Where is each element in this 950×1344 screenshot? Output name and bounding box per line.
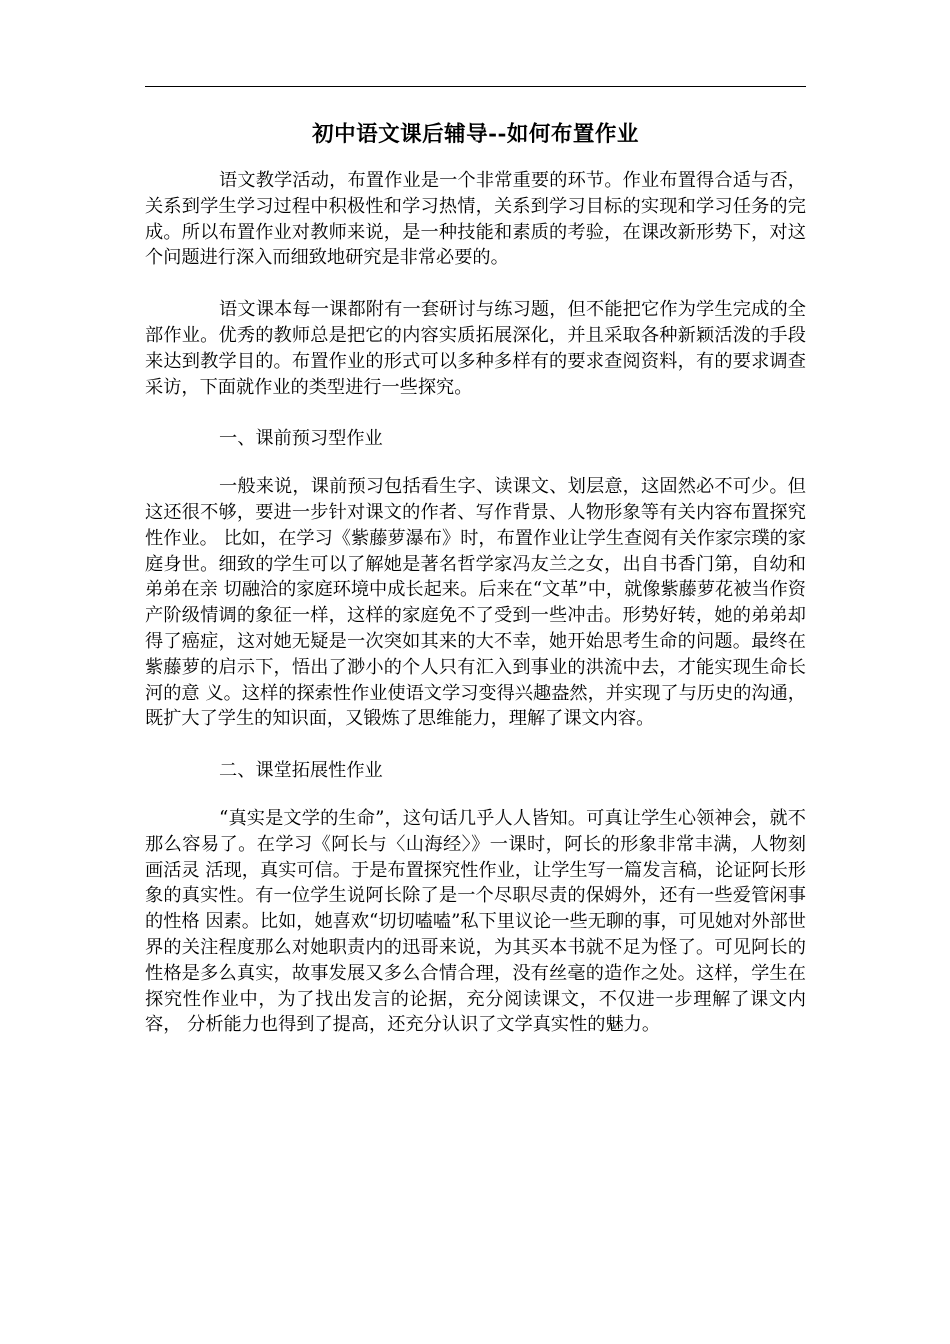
section-heading-1: 一、课前预习型作业 (219, 428, 383, 450)
intro-paragraph-1: 语文教学活动，布置作业是一个非常重要的环节。作业布置得合适与否，关系到学生学习过程中积极性和学习热情，关系到学习目标的实现和学习任务的完成。所以布置作业对教师来说，是一种技能和素质的考验，在课改新形势下，对这个问题进行深入而细致地研究是非常必要的。 (145, 170, 806, 269)
document-title: 初中语文课后辅导--如何布置作业 (312, 122, 639, 147)
document-body (145, 118, 806, 1064)
section-heading-2: 二、课堂拓展性作业 (219, 760, 383, 782)
intro-paragraph-2: 语文课本每一课都附有一套研讨与练习题，但不能把它作为学生完成的全部作业。优秀的教师总是把它的内容实质拓展深化，并且采取各种新颖活泼的手段来达到教学目的。布置作业的形式可以多种多样有的要求查阅资料，有的要求调查采访，下面就作业的类型进行一些探究。 (145, 299, 806, 398)
header-rule (145, 86, 806, 87)
section-2-paragraph: “真实是文学的生命”，这句话几乎人人皆知。可真让学生心领神会，就不那么容易了。在学习《阿长与〈山海经〉》一课时，阿长的形象非常丰满，人物刻画活灵 活现，真实可信。于是布置探究性作业，让学生写一篇发言稿，论证阿长形象的真实性。有一位学生说阿长除了是一个尽职尽责的保姆外，还有一些爱管闲事的性格 因素。比如，她喜欢“切切嗑嗑”私下里议论一些无聊的事，可见她对外部世界的关注程度那么对她职责内的迅哥来说，为其买本书就不足为怪了。可见阿长的性格是多么真实，故事发展又多么合情合理，没有丝毫的造作之处。这样，学生在探究性作业中，为了找出发言的论据，充分阅读课文，不仅进一步理解了课文内容， 分析能力也得到了提高，还充分认识了文学真实性的魅力。 (145, 807, 806, 1036)
section-1-paragraph: 一般来说，课前预习包括看生字、读课文、划层意，这固然必不可少。但这还很不够，要进一步针对课文的作者、写作背景、人物形象等有关内容布置探究性作业。 比如，在学习《紫藤萝瀑布》时，布置作业让学生查阅有关作家宗璞的家庭身世。细致的学生可以了解她是著名哲学家冯友兰之女，出自书香门第，自幼和弟弟在亲 切融洽的家庭环境中成长起来。后来在“文革”中，就像紫藤萝花被当作资产阶级情调的象征一样，这样的家庭免不了受到一些冲击。形势好转，她的弟弟却得了癌症，这对她无疑是一次突如其来的大不幸，她开始思考生命的问题。最终在紫藤萝的启示下，悟出了渺小的个人只有汇入到事业的洪流中去，才能实现生命长河的意 义。这样的探索性作业使语文学习变得兴趣盎然，并实现了与历史的沟通，既扩大了学生的知识面，又锻炼了思维能力，理解了课文内容。 (145, 476, 806, 730)
